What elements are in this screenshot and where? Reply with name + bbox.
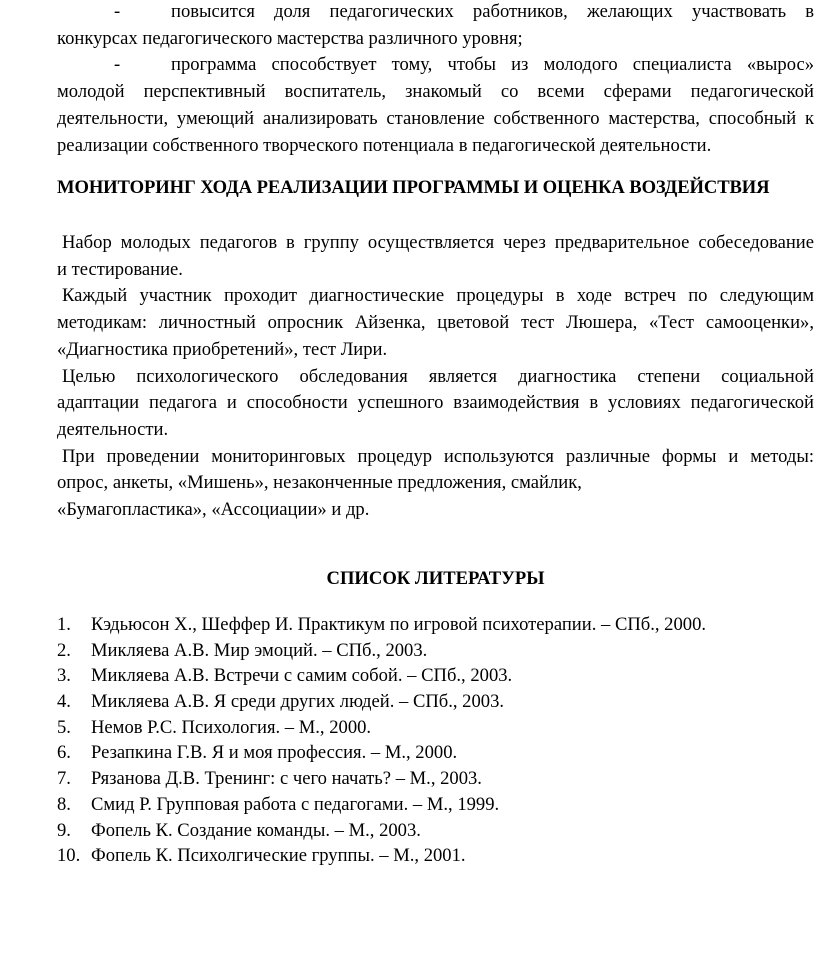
monitoring-body bbox=[57, 230, 814, 524]
reference-text: Резапкина Г.В. Я и моя профессия. – М., 2000. bbox=[91, 742, 458, 764]
reference-text: Рязанова Д.В. Тренинг: с чего начать? – М., 2003. bbox=[91, 768, 482, 790]
bullet-1-text: повысится доля педагогических работников, желающих участвовать в bbox=[171, 1, 814, 22]
reference-item bbox=[57, 663, 814, 689]
paragraph-1-line-1: Набор молодых педагогов в группу осуществляется через предварительное собеседование bbox=[62, 232, 814, 253]
paragraph-4-line-3: «Бумагопластика», «Ассоциации» и др. bbox=[57, 499, 370, 521]
references-heading: СПИСОК ЛИТЕРАТУРЫ bbox=[326, 568, 545, 589]
bullet-2-line-4: реализации собственного творческого потенциала в педагогической деятельности. bbox=[57, 134, 712, 156]
paragraph-4-line-2: опрос, анкеты, «Мишень», незаконченные предложения, смайлик, bbox=[57, 472, 582, 494]
paragraph-2-line-2: методикам: личностный опросник Айзенка, цветовой тест Люшера, «Тест самооценки», bbox=[57, 312, 814, 334]
reference-text: Немов Р.С. Психология. – М., 2000. bbox=[91, 716, 372, 738]
reference-number: 8. bbox=[57, 793, 71, 815]
reference-number: 5. bbox=[57, 716, 71, 738]
bullet-dash: - bbox=[114, 54, 121, 76]
reference-number: 4. bbox=[57, 691, 71, 713]
reference-item bbox=[57, 715, 814, 741]
reference-text: Смид Р. Групповая работа с педагогами. – М., 1999. bbox=[91, 793, 500, 815]
bullet-2-first-line bbox=[57, 52, 814, 79]
reference-text: Микляева А.В. Встречи с самим собой. – СПб., 2003. bbox=[91, 665, 513, 687]
reference-text: Фопель К. Психолгические группы. – М., 2001. bbox=[91, 845, 466, 867]
reference-text: Фопель К. Создание команды. – М., 2003. bbox=[91, 819, 421, 841]
bullet-1-continuation: конкурсах педагогического мастерства различного уровня; bbox=[57, 27, 523, 49]
intro-bullets bbox=[57, 0, 814, 159]
reference-text: Кэдьюсон Х., Шеффер И. Практикум по игровой психотерапии. – СПб., 2000. bbox=[91, 614, 707, 635]
paragraph-3-line-2: адаптации педагога и способности успешного взаимодействия в условиях педагогической bbox=[57, 392, 814, 414]
reference-number: 9. bbox=[57, 819, 71, 841]
reference-text: Микляева А.В. Я среди других людей. – СПб., 2003. bbox=[91, 691, 505, 713]
reference-item bbox=[57, 689, 814, 715]
paragraph-2-line-1: Каждый участник проходит диагностические процедуры в ходе встреч по следующим bbox=[62, 285, 814, 307]
paragraph-4-line-1: При проведении мониторинговых процедур используются различные формы и методы: bbox=[62, 445, 814, 467]
paragraph-2-line-3: «Диагностика приобретений», тест Лири. bbox=[57, 338, 388, 360]
paragraph-3-line-1: Целью психологического обследования является диагностика степени социальной bbox=[62, 365, 814, 387]
reference-item bbox=[57, 818, 814, 844]
references-list bbox=[57, 612, 814, 869]
reference-item bbox=[57, 792, 814, 818]
reference-item bbox=[57, 638, 814, 664]
reference-number: 10. bbox=[57, 845, 81, 867]
reference-number: 2. bbox=[57, 639, 71, 661]
paragraph-1-line-2: и тестирование. bbox=[57, 258, 183, 280]
bullet-1-first-line bbox=[57, 0, 814, 26]
reference-item bbox=[57, 740, 814, 766]
reference-number: 1. bbox=[57, 614, 71, 635]
reference-text: Микляева А.В. Мир эмоций. – СПб., 2003. bbox=[91, 639, 428, 661]
bullet-2-line-2: молодой перспективный воспитатель, знакомый со всеми сферами педагогической bbox=[57, 81, 814, 103]
bullet-2-line-3: деятельности, умеющий анализировать становление собственного мастерства, способный к bbox=[57, 107, 814, 129]
reference-item bbox=[57, 612, 814, 638]
bullet-2-text: программа способствует тому, чтобы из молодого специалиста «вырос» bbox=[171, 54, 814, 76]
monitoring-heading: МОНИТОРИНГ ХОДА РЕАЛИЗАЦИИ ПРОГРАММЫ И ОЦЕНКА ВОЗДЕЙСТВИЯ bbox=[57, 177, 770, 198]
reference-number: 3. bbox=[57, 665, 71, 687]
reference-number: 6. bbox=[57, 742, 71, 764]
bullet-dash: - bbox=[114, 1, 121, 22]
paragraph-3-line-3: деятельности. bbox=[57, 418, 169, 440]
reference-item bbox=[57, 843, 814, 869]
reference-number: 7. bbox=[57, 768, 71, 790]
reference-item bbox=[57, 766, 814, 792]
